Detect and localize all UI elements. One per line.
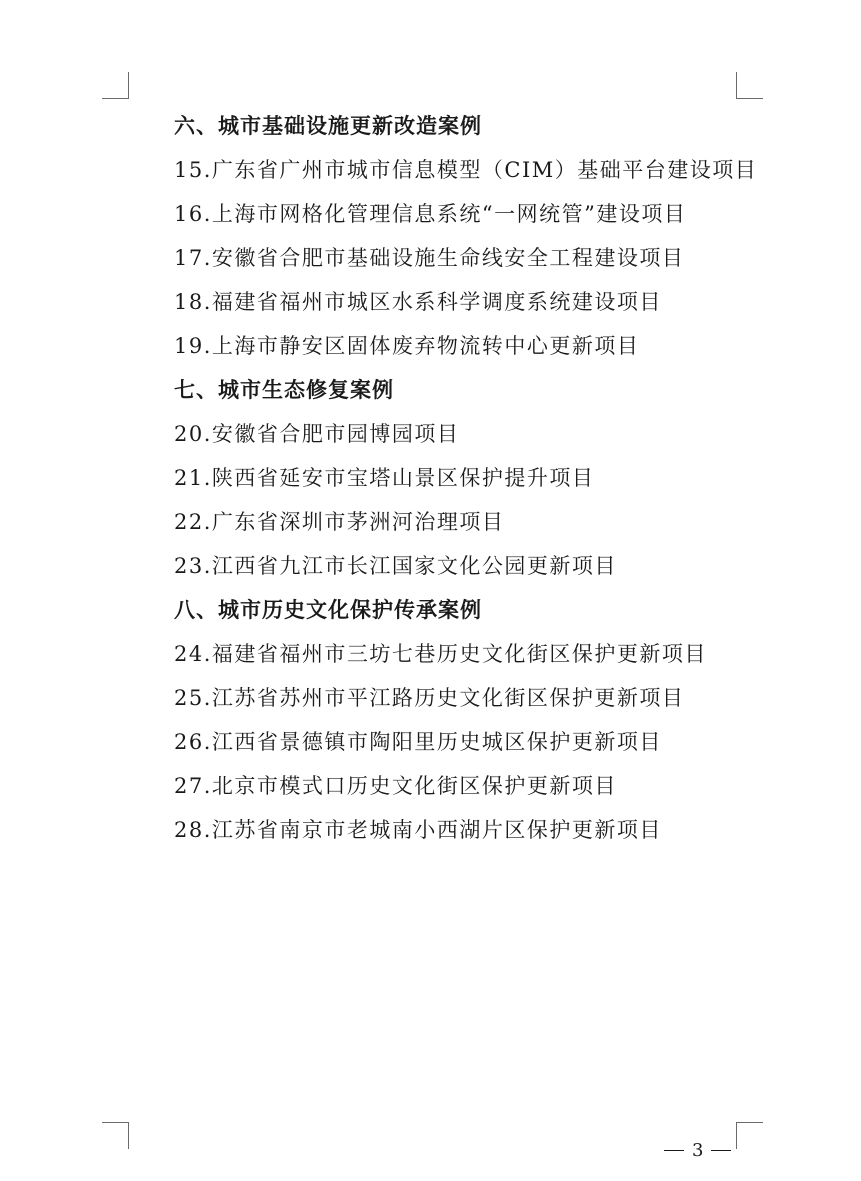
list-item: 26.江西省景德镇市陶阳里历史城区保护更新项目 — [174, 730, 662, 754]
crop-mark-bottom-left — [102, 1122, 129, 1149]
section-heading: 八、城市历史文化保护传承案例 — [174, 598, 482, 622]
list-item: 18.福建省福州市城区水系科学调度系统建设项目 — [174, 290, 662, 314]
list-item: 20.安徽省合肥市园博园项目 — [174, 422, 460, 446]
crop-mark-top-right — [736, 72, 763, 99]
page-number-dash-right — [711, 1150, 731, 1151]
section-heading: 六、城市基础设施更新改造案例 — [174, 114, 482, 138]
crop-mark-bottom-right — [736, 1122, 763, 1149]
page-number-value: 3 — [692, 1140, 704, 1161]
case-list — [174, 108, 758, 856]
list-item: 15.广东省广州市城市信息模型（CIM）基础平台建设项目 — [174, 158, 758, 182]
crop-mark-top-left — [102, 72, 129, 99]
list-item: 19.上海市静安区固体废弃物流转中心更新项目 — [174, 334, 640, 358]
list-item: 27.北京市模式口历史文化街区保护更新项目 — [174, 774, 617, 798]
page-number-dash-left — [664, 1150, 684, 1151]
list-item: 21.陕西省延安市宝塔山景区保护提升项目 — [174, 466, 595, 490]
page-number — [664, 1140, 731, 1161]
list-item: 16.上海市网格化管理信息系统“一网统管”建设项目 — [174, 202, 687, 226]
list-item: 28.江苏省南京市老城南小西湖片区保护更新项目 — [174, 818, 662, 842]
list-item: 22.广东省深圳市茅洲河治理项目 — [174, 510, 505, 534]
list-item: 24.福建省福州市三坊七巷历史文化街区保护更新项目 — [174, 642, 707, 666]
list-item: 25.江苏省苏州市平江路历史文化街区保护更新项目 — [174, 686, 685, 710]
list-item: 17.安徽省合肥市基础设施生命线安全工程建设项目 — [174, 246, 685, 270]
list-item: 23.江西省九江市长江国家文化公园更新项目 — [174, 554, 617, 578]
section-heading: 七、城市生态修复案例 — [174, 378, 394, 402]
